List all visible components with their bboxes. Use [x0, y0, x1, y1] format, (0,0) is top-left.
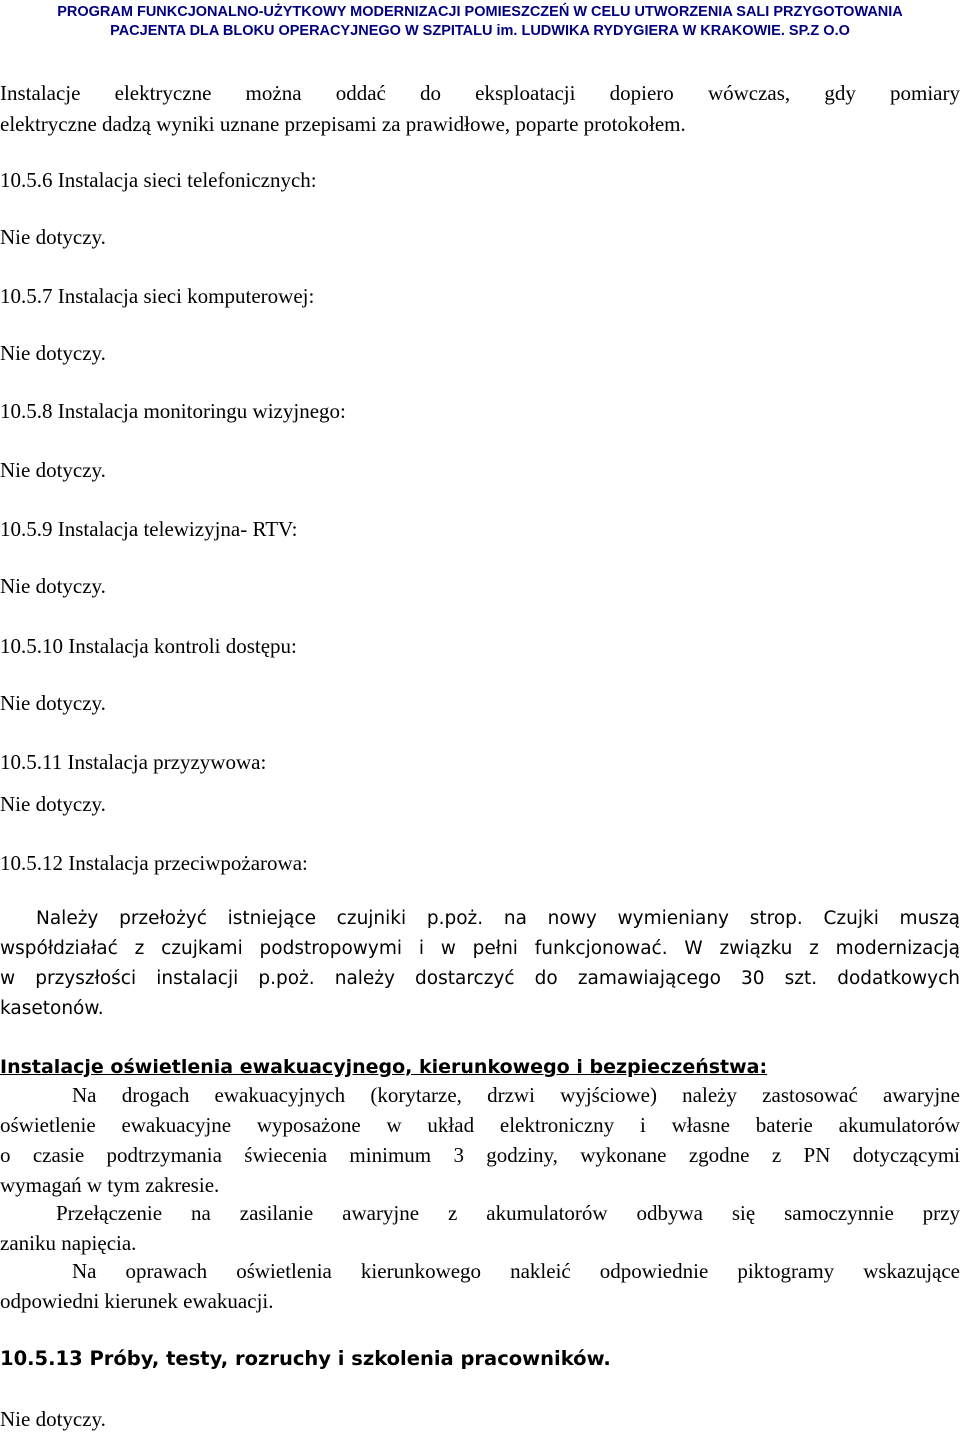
header-line-1: PROGRAM FUNKCJONALNO-UŻYTKOWY MODERNIZACJI POMIESZCZEŃ W CELU UTWORZENIA SALI PRZYGOTOWANIA — [57, 4, 903, 20]
lighting-heading: Instalacje oświetlenia ewakuacyjnego, kierunkowego i bezpieczeństwa: — [0, 1056, 768, 1078]
lighting-paragraph-3 — [0, 1256, 960, 1316]
text-line: wymagań w tym zakresie. — [0, 1173, 220, 1197]
section-body: Nie dotyczy. — [0, 691, 106, 715]
section-heading: 10.5.11 Instalacja przyzywowa: — [0, 750, 267, 774]
text-line: o czasie podtrzymania świecenia minimum 3 godziny, wykonane zgodne z PN dotyczącymi — [0, 1143, 960, 1167]
section-body: Nie dotyczy. — [0, 574, 106, 598]
text-line: współdziałać z czujkami podstropowymi i w pełni funkcjonować. W związku z modernizacją — [0, 938, 960, 959]
fire-section-body — [0, 904, 960, 1024]
section-heading: 10.5.8 Instalacja monitoringu wizyjnego: — [0, 399, 346, 423]
section-heading: 10.5.7 Instalacja sieci komputerowej: — [0, 284, 315, 308]
text-line — [0, 1256, 960, 1286]
fire-section-heading: 10.5.12 Instalacja przeciwpożarowa: — [0, 851, 308, 875]
text-line-content: Przełączenie na zasilanie awaryjne z akumulatorów odbywa się samoczynnie przy — [56, 1201, 960, 1225]
final-section-body: Nie dotyczy. — [0, 1407, 106, 1431]
section-heading: 10.5.10 Instalacja kontroli dostępu: — [0, 634, 297, 658]
text-line — [0, 904, 960, 934]
text-line-content: Na drogach ewakuacyjnych (korytarze, drzwi wyjściowe) należy zastosować awaryjne — [72, 1083, 960, 1107]
document-header — [0, 3, 960, 41]
intro-line-2: elektryczne dadzą wyniki uznane przepisami za prawidłowe, poparte protokołem. — [0, 112, 686, 136]
intro-line-1: Instalacje elektryczne można oddać do eksploatacji dopiero wówczas, gdy pomiary — [0, 81, 960, 105]
lighting-paragraph-2 — [0, 1198, 960, 1258]
text-line-content: Należy przełożyć istniejące czujniki p.poż. na nowy wymieniany strop. Czujki muszą — [36, 908, 960, 929]
section-body: Nie dotyczy. — [0, 458, 106, 482]
text-line: odpowiedni kierunek ewakuacji. — [0, 1289, 274, 1313]
final-section-heading: 10.5.13 Próby, testy, rozruchy i szkolenia pracowników. — [0, 1347, 611, 1370]
section-body: Nie dotyczy. — [0, 225, 106, 249]
section-heading: 10.5.6 Instalacja sieci telefonicznych: — [0, 168, 317, 192]
section-body: Nie dotyczy. — [0, 792, 106, 816]
text-line: kasetonów. — [0, 998, 104, 1019]
header-line-2: PACJENTA DLA BLOKU OPERACYJNEGO W SZPITALU im. LUDWIKA RYDYGIERA W KRAKOWIE. SP.Z O.O — [110, 23, 850, 39]
text-line — [0, 1080, 960, 1110]
section-heading: 10.5.9 Instalacja telewizyjna- RTV: — [0, 517, 298, 541]
text-line: oświetlenie ewakuacyjne wyposażone w układ elektroniczny i własne baterie akumulatorów — [0, 1113, 960, 1137]
text-line: zaniku napięcia. — [0, 1231, 137, 1255]
text-line: w przyszłości instalacji p.poż. należy dostarczyć do zamawiającego 30 szt. dodatkowych — [0, 968, 960, 989]
text-line-content: Na oprawach oświetlenia kierunkowego nakleić odpowiednie piktogramy wskazujące — [72, 1259, 960, 1283]
text-line — [0, 1198, 960, 1228]
lighting-paragraph-1 — [0, 1080, 960, 1200]
section-body: Nie dotyczy. — [0, 341, 106, 365]
